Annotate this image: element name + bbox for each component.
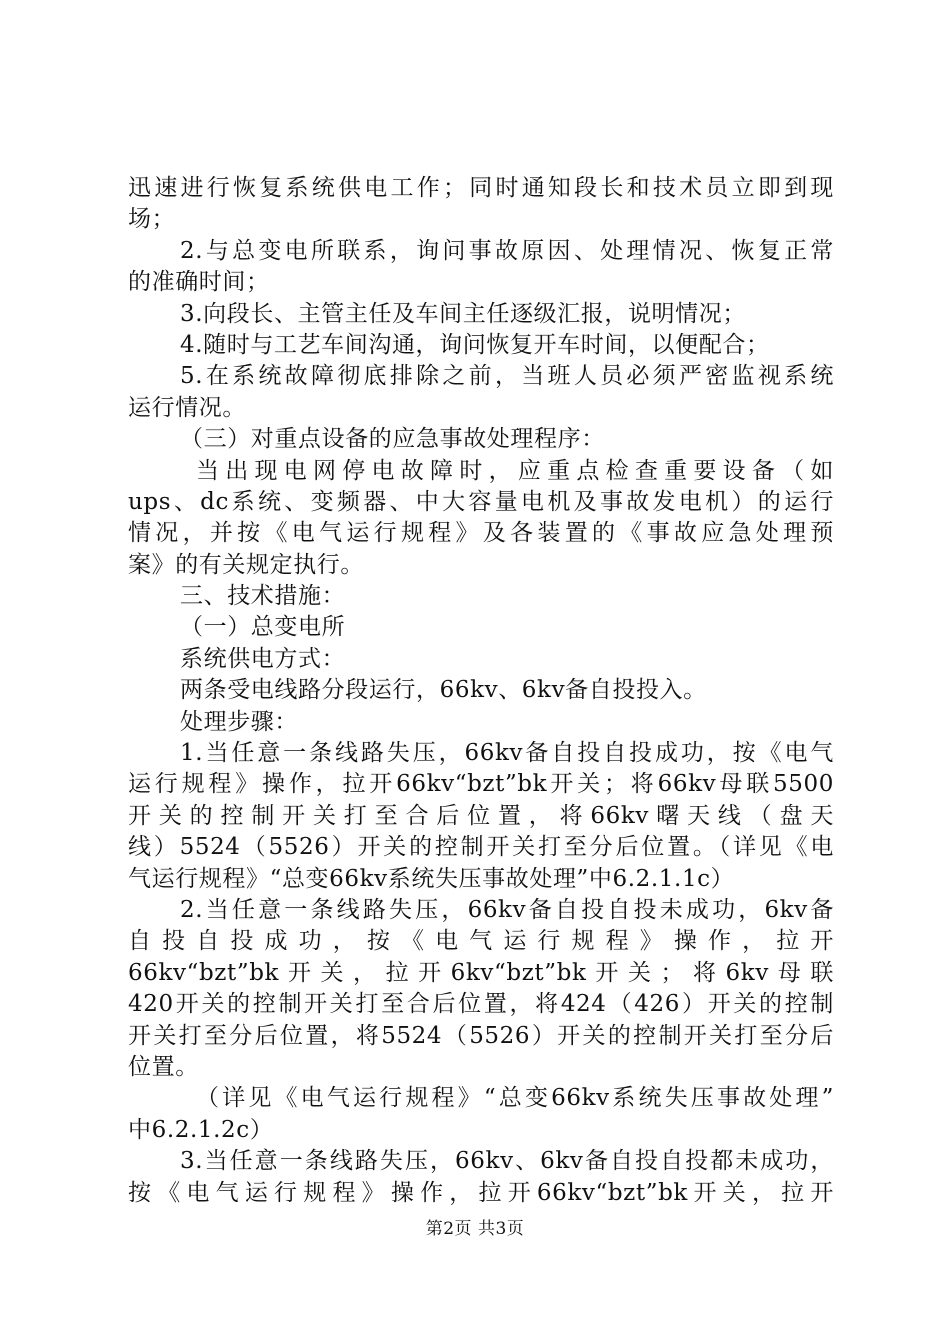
text-line: 中6.2.1.2c） — [128, 1116, 274, 1143]
text-line: 当出现电网停电故障时，应重点检查重要设备（如 — [196, 457, 834, 484]
document-body — [128, 173, 834, 1209]
text-line: 运行情况。 — [128, 394, 246, 421]
text-line: 1.当任意一条线路失压，66kv备自投自投成功，按《电气 — [180, 740, 834, 767]
text-line: 两条受电线路分段运行，66kv、6kv备自投投入。 — [180, 677, 707, 704]
text-line: 三、技术措施： — [180, 583, 346, 610]
text-line: 迅速进行恢复系统供电工作；同时通知段长和技术员立即到现 — [128, 175, 834, 201]
text-line: （一）总变电所 — [180, 614, 346, 641]
text-line: 2.与总变电所联系，询问事故原因、处理情况、恢复正常 — [180, 237, 834, 264]
text-line: 场； — [128, 206, 176, 233]
text-line: 案》的有关规定执行。 — [128, 551, 364, 578]
text-line: （详见《电气运行规程》“总变66kv系统失压事故处理” — [196, 1085, 834, 1112]
text-line: 线）5524（5526）开关的控制开关打至分后位置。（详见《电 — [128, 834, 834, 861]
text-line: 开关打至分后位置，将5524（5526）开关的控制开关打至分后 — [128, 1022, 834, 1049]
text-line: 4.随时与工艺车间沟通，询问恢复开车时间，以便配合； — [180, 331, 770, 358]
text-line: 3.当任意一条线路失压，66kv、6kv备自投自投都未成功， — [180, 1148, 834, 1175]
text-line: 420开关的控制开关打至合后位置，将424（426）开关的控制 — [128, 991, 834, 1018]
text-line: 自投自投成功，按《电气运行规程》操作，拉开 — [128, 928, 834, 955]
text-line: 的准确时间； — [128, 269, 270, 296]
text-line: 3.向段长、主管主任及车间主任逐级汇报，说明情况； — [180, 300, 746, 327]
text-line: 位置。 — [128, 1053, 199, 1080]
text-line: 66kv“bzt”bk开关，拉开6kv“bzt”bk开关；将6kv母联 — [128, 959, 834, 986]
text-line: 系统供电方式： — [180, 645, 346, 672]
text-line: 2.当任意一条线路失压，66kv备自投自投未成功，6kv备 — [180, 896, 834, 923]
text-line: 开关的控制开关打至合后位置，将66kv曙天线（盘天 — [128, 802, 834, 829]
text-line: 按《电气运行规程》操作，拉开66kv“bzt”bk开关，拉开 — [128, 1179, 834, 1206]
text-line: （三）对重点设备的应急事故处理程序： — [180, 426, 605, 453]
text-line: 情况，并按《电气运行规程》及各装置的《事故应急处理预 — [128, 520, 834, 547]
text-line: ups、dc系统、变频器、中大容量电机及事故发电机）的运行 — [128, 488, 834, 515]
text-line: 处理步骤： — [180, 708, 298, 735]
page-footer: 第2页 共3页 — [425, 1219, 525, 1239]
text-line: 5.在系统故障彻底排除之前，当班人员必须严密监视系统 — [180, 363, 834, 390]
text-line: 运行规程》操作，拉开66kv“bzt”bk开关；将66kv母联5500 — [128, 771, 834, 798]
text-line: 气运行规程》“总变66kv系统失压事故处理”中6.2.1.1c） — [128, 865, 735, 892]
